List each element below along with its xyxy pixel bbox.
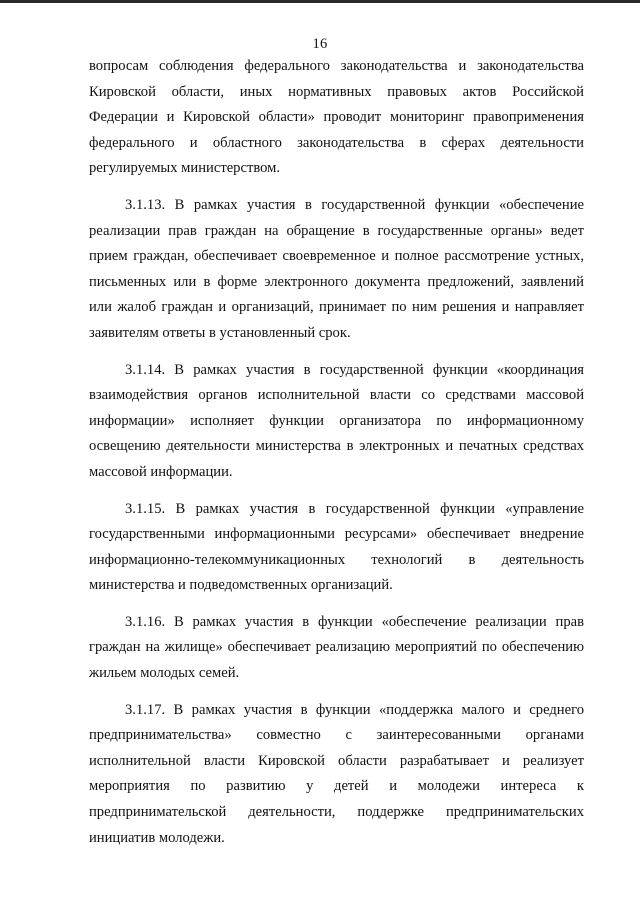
paragraph-3-1-17: 3.1.17. В рамках участия в функции «поддержка малого и среднего предпринимательства» совместно с заинтересованными органами исполнительной власти Кировской области разрабатывает и реализует мероприятия по развитию у детей и молодежи интереса к предпринимательской деятельности, поддержке предпринимательских инициатив молодежи.	[89, 701, 584, 846]
top-border-line	[0, 0, 640, 3]
page-number: 16	[312, 36, 328, 52]
paragraph-3-1-14: 3.1.14. В рамках участия в государственной функции «координация взаимодействия органов исполнительной власти со средствами массовой информации» исполняет функции организатора по информационному освещению деятельности министерства в электронных и печатных средствах массовой информации.	[89, 361, 584, 480]
paragraph-continuation: вопросам соблюдения федерального законодательства и законодательства Кировской области, иных нормативных правовых актов Российской Федерации и Кировской области» проводит мониторинг правоприменения федерального и областного законодательства в сферах деятельности регулируемых министерством.	[89, 58, 584, 177]
paragraph-3-1-13: 3.1.13. В рамках участия в государственной функции «обеспечение реализации прав граждан на обращение в государственные органы» ведет прием граждан, обеспечивает своевременное и полное рассмотрение устных, письменных или в форме электронного документа предложений, заявлений или жалоб граждан и организаций, принимает по ним решения и направляет заявителям ответы в установленный срок.	[89, 196, 584, 341]
paragraph-3-1-15: 3.1.15. В рамках участия в государственной функции «управление государственными информационными ресурсами» обеспечивает внедрение информационно-телекоммуникационных технологий в деятельность министерства и подведомственных организаций.	[89, 500, 584, 594]
paragraph-3-1-16: 3.1.16. В рамках участия в функции «обеспечение реализации прав граждан на жилище» обеспечивает реализацию мероприятий по обеспечению жильем молодых семей.	[89, 613, 584, 682]
document-body	[89, 54, 584, 851]
